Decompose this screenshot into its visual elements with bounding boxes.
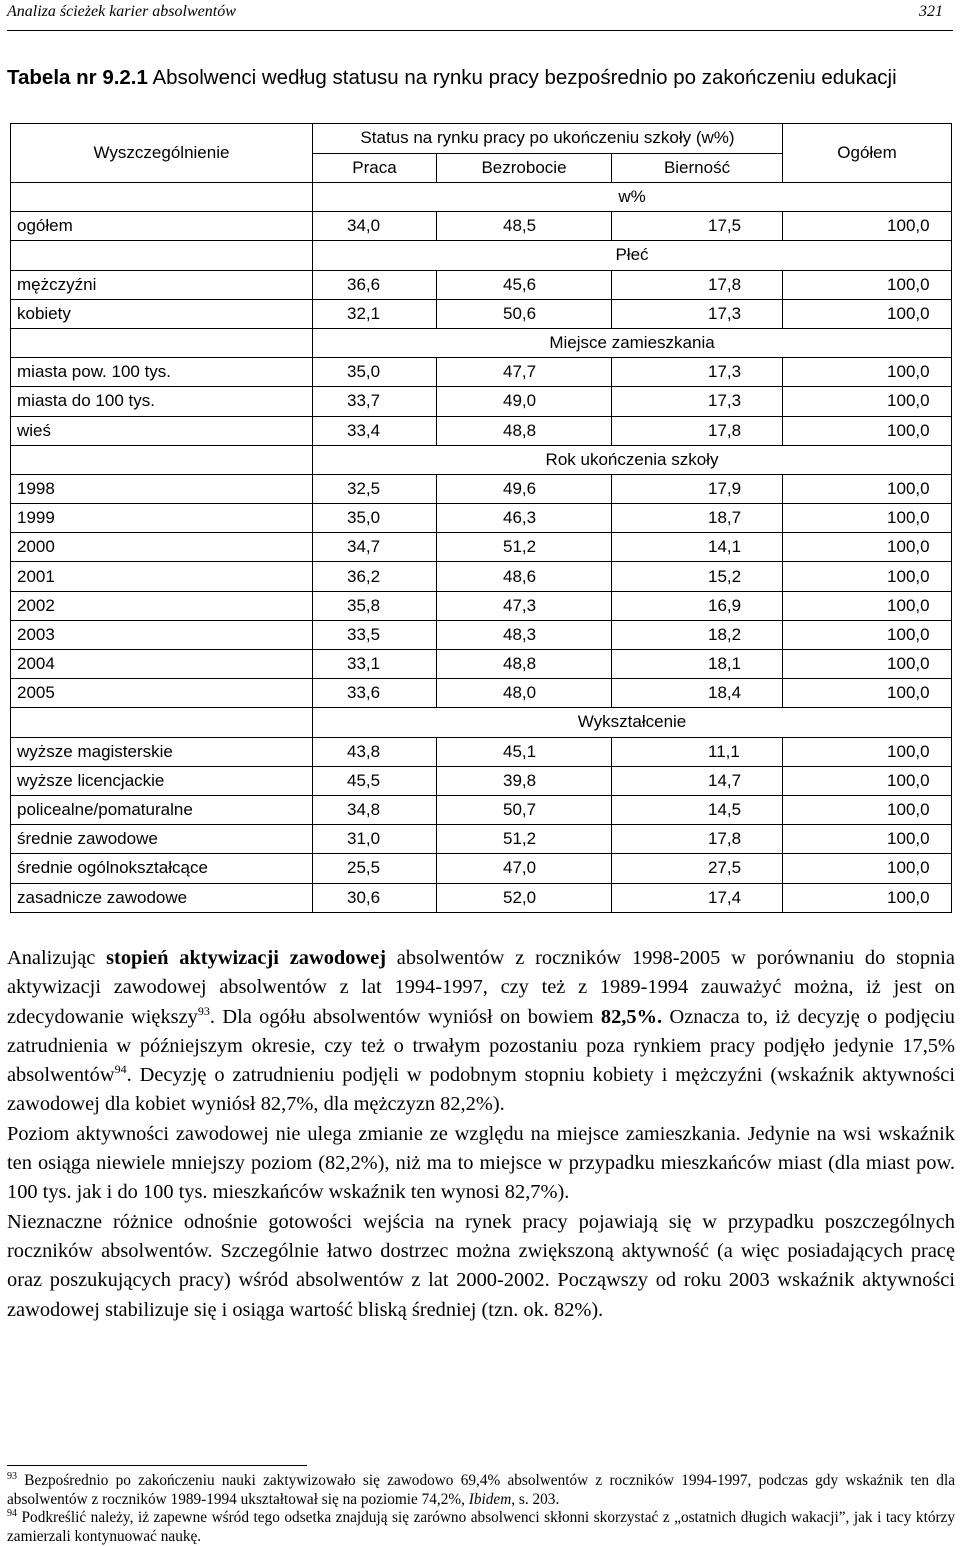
cell-value: 45,6 — [437, 270, 612, 299]
cell-value: 100,0 — [783, 212, 952, 241]
cell-value: 100,0 — [783, 387, 952, 416]
cell-value: 100,0 — [783, 504, 952, 533]
table-row — [11, 795, 952, 824]
cell-value: 36,2 — [313, 562, 437, 591]
cell-value: 43,8 — [313, 737, 437, 766]
row-label: średnie ogólnokształcące — [11, 854, 313, 883]
cell-value: 48,0 — [437, 679, 612, 708]
cell-value: 33,6 — [313, 679, 437, 708]
cell-value: 17,8 — [612, 825, 783, 854]
cell-value: 100,0 — [783, 533, 952, 562]
header-spec: Wyszczególnienie — [11, 124, 313, 183]
footnote-ref-94: 94 — [114, 1062, 127, 1077]
cell-value: 32,1 — [313, 299, 437, 328]
cell-value: 39,8 — [437, 766, 612, 795]
row-label: 2001 — [11, 562, 313, 591]
footnote-94: $^{94}$ Podkreślić należy, iż zapewne wśród tego odsetka znajdują się zarówno absolwenci skłonni skorzystać z „ostatnich długich wakacji”, jak i tacy którzy zamierzali kontynuować naukę. — [7, 1507, 955, 1545]
cell-value: 14,7 — [612, 766, 783, 795]
cell-value: 48,6 — [437, 562, 612, 591]
table-body — [11, 183, 952, 913]
table-row — [11, 883, 952, 912]
cell-value: 32,5 — [313, 474, 437, 503]
cell-value: 100,0 — [783, 795, 952, 824]
section-label-spacer — [11, 328, 313, 357]
cell-value: 17,8 — [612, 416, 783, 445]
section-label-spacer — [11, 241, 313, 270]
row-label: miasta do 100 tys. — [11, 387, 313, 416]
cell-value: 45,5 — [313, 766, 437, 795]
cell-value: 45,1 — [437, 737, 612, 766]
row-label: kobiety — [11, 299, 313, 328]
cell-value: 47,3 — [437, 591, 612, 620]
section-row — [11, 445, 952, 474]
section-title: Rok ukończenia szkoły — [313, 445, 952, 474]
cell-value: 48,8 — [437, 416, 612, 445]
cell-value: 100,0 — [783, 650, 952, 679]
cell-value: 100,0 — [783, 854, 952, 883]
cell-value: 18,1 — [612, 650, 783, 679]
cell-value: 51,2 — [437, 825, 612, 854]
cell-value: 100,0 — [783, 270, 952, 299]
table-row — [11, 591, 952, 620]
cell-value: 46,3 — [437, 504, 612, 533]
table-row — [11, 562, 952, 591]
row-label: 2003 — [11, 620, 313, 649]
unit-row-label — [11, 183, 313, 212]
section-row — [11, 241, 952, 270]
table-row — [11, 358, 952, 387]
header-total: Ogółem — [783, 124, 952, 183]
cell-value: 25,5 — [313, 854, 437, 883]
row-label: wieś — [11, 416, 313, 445]
cell-value: 100,0 — [783, 358, 952, 387]
header-work: Praca — [313, 153, 437, 183]
cell-value: 34,8 — [313, 795, 437, 824]
paragraph-2: Poziom aktywności zawodowej nie ulega zmianie ze względu na miejsce zamieszkania. Jedynie na wsi wskaźnik ten osiąga niewiele mniejszy poziom (82,2%), niż ma to miejsce w przypadku mieszkańców miast (dla miast pow. 100 tys. jak i do 100 tys. mieszkańców wskaźnik ten wynosi 82,7%). — [7, 1122, 955, 1204]
row-label: 1998 — [11, 474, 313, 503]
table-row — [11, 533, 952, 562]
footnote-separator — [7, 1465, 307, 1466]
cell-value: 33,1 — [313, 650, 437, 679]
table-row — [11, 474, 952, 503]
cell-value: 49,6 — [437, 474, 612, 503]
page-number: 321 — [919, 3, 943, 20]
cell-value: 35,0 — [313, 358, 437, 387]
cell-value: 18,4 — [612, 679, 783, 708]
body-text — [7, 944, 955, 1325]
cell-value: 17,5 — [612, 212, 783, 241]
row-label: 2005 — [11, 679, 313, 708]
table-row — [11, 212, 952, 241]
header-title: Analiza ścieżek karier absolwentów — [7, 3, 236, 20]
cell-value: 30,6 — [313, 883, 437, 912]
cell-value: 47,0 — [437, 854, 612, 883]
cell-value: 14,5 — [612, 795, 783, 824]
row-label: wyższe licencjackie — [11, 766, 313, 795]
cell-value: 17,3 — [612, 358, 783, 387]
cell-value: 35,8 — [313, 591, 437, 620]
paragraph-1: Analizując stopień aktywizacji zawodowej absolwentów z roczników 1998-2005 w porównaniu do stopnia aktywizacji zawodowej absolwentów z lat 1994-1997, czy też z 1989-1994 zauważyć można, iż jest on zdecydowanie większy$^{93}$. Dla ogółu absolwentów wyniósł on bowiem 82,5%. Oznacza to, iż decyzję o podjęciu zatrudnienia w późniejszym okresie, czy też o trwałym pozostaniu poza rynkiem pracy podjęło jedynie 17,5% absolwentów$^{94}$. Decyzję o zatrudnieniu podjęli w podobnym stopniu kobiety i mężczyźni (wskaźnik aktywności zawodowej dla kobiet wyniósł 82,7%, dla mężczyzn 82,2%). — [7, 947, 955, 1116]
header-status-group: Status na rynku pracy po ukończeniu szkoły (w%) — [313, 124, 783, 154]
cell-value: 17,9 — [612, 474, 783, 503]
cell-value: 17,4 — [612, 883, 783, 912]
cell-value: 100,0 — [783, 591, 952, 620]
row-label: policealne/pomaturalne — [11, 795, 313, 824]
cell-value: 14,1 — [612, 533, 783, 562]
row-label: 2000 — [11, 533, 313, 562]
cell-value: 48,8 — [437, 650, 612, 679]
footnote-93: $^{93}$ Bezpośrednio po zakończeniu nauki zaktywizowało się zawodowo 69,4% absolwentów z roczników 1994-1997, podczas gdy wskaźnik ten dla absolwentów z roczników 1989-1994 ukształtował się na poziomie 74,2%, Ibidem, s. 203. — [7, 1470, 955, 1508]
cell-value: 15,2 — [612, 562, 783, 591]
cell-value: 100,0 — [783, 883, 952, 912]
section-label-spacer — [11, 708, 313, 737]
cell-value: 100,0 — [783, 416, 952, 445]
table-caption — [7, 64, 955, 91]
cell-value: 52,0 — [437, 883, 612, 912]
row-label: 1999 — [11, 504, 313, 533]
section-label-spacer — [11, 445, 313, 474]
cell-value: 50,7 — [437, 795, 612, 824]
table-row — [11, 766, 952, 795]
table-title: Absolwenci według statusu na rynku pracy bezpośrednio po zakończeniu edukacji — [147, 66, 897, 89]
cell-value: 51,2 — [437, 533, 612, 562]
footnotes — [7, 1472, 955, 1546]
cell-value: 18,7 — [612, 504, 783, 533]
section-title: Miejsce zamieszkania — [313, 328, 952, 357]
table-row — [11, 270, 952, 299]
section-row — [11, 328, 952, 357]
table-row — [11, 299, 952, 328]
cell-value: 100,0 — [783, 825, 952, 854]
cell-value: 100,0 — [783, 737, 952, 766]
row-label: ogółem — [11, 212, 313, 241]
cell-value: 100,0 — [783, 766, 952, 795]
cell-value: 100,0 — [783, 679, 952, 708]
running-header — [7, 0, 953, 31]
row-label: miasta pow. 100 tys. — [11, 358, 313, 387]
cell-value: 47,7 — [437, 358, 612, 387]
table-label: Tabela nr 9.2.1 — [7, 66, 148, 89]
paragraph-3: Nieznaczne różnice odnośnie gotowości wejścia na rynek pracy pojawiają się w przypadku poszczególnych roczników absolwentów. Szczególnie łatwo dostrzec można zwiększoną aktywność (a więc posiadających pracę oraz poszukujących pracy) wśród absolwentów z lat 2000-2002. Począwszy od roku 2003 wskaźnik aktywności zawodowej stabilizuje się i osiąga wartość bliską średniej (tzn. ok. 82%). — [7, 1210, 955, 1321]
table-row — [11, 504, 952, 533]
cell-value: 17,3 — [612, 387, 783, 416]
table-row — [11, 387, 952, 416]
cell-value: 11,1 — [612, 737, 783, 766]
table-row — [11, 679, 952, 708]
cell-value: 31,0 — [313, 825, 437, 854]
table-row — [11, 825, 952, 854]
table-row — [11, 737, 952, 766]
row-label: średnie zawodowe — [11, 825, 313, 854]
cell-value: 100,0 — [783, 474, 952, 503]
table-row — [11, 650, 952, 679]
row-label: wyższe magisterskie — [11, 737, 313, 766]
section-row — [11, 708, 952, 737]
row-label: mężczyźni — [11, 270, 313, 299]
cell-value: 35,0 — [313, 504, 437, 533]
cell-value: 34,7 — [313, 533, 437, 562]
header-inactive: Bierność — [612, 153, 783, 183]
cell-value: 48,3 — [437, 620, 612, 649]
cell-value: 16,9 — [612, 591, 783, 620]
status-table — [10, 123, 952, 913]
section-title: Wykształcenie — [313, 708, 952, 737]
cell-value: 48,5 — [437, 212, 612, 241]
table-row — [11, 620, 952, 649]
cell-value: 33,5 — [313, 620, 437, 649]
row-label: zasadnicze zawodowe — [11, 883, 313, 912]
row-label: 2004 — [11, 650, 313, 679]
cell-value: 33,4 — [313, 416, 437, 445]
cell-value: 27,5 — [612, 854, 783, 883]
cell-value: 17,8 — [612, 270, 783, 299]
header-unemployed: Bezrobocie — [437, 153, 612, 183]
footnote-ref-93: 93 — [197, 1003, 210, 1018]
cell-value: 100,0 — [783, 562, 952, 591]
cell-value: 34,0 — [313, 212, 437, 241]
cell-value: 100,0 — [783, 620, 952, 649]
cell-value: 33,7 — [313, 387, 437, 416]
row-label: 2002 — [11, 591, 313, 620]
unit-row: w% — [313, 183, 952, 212]
cell-value: 17,3 — [612, 299, 783, 328]
table-row — [11, 416, 952, 445]
table-row — [11, 854, 952, 883]
cell-value: 18,2 — [612, 620, 783, 649]
cell-value: 100,0 — [783, 299, 952, 328]
cell-value: 49,0 — [437, 387, 612, 416]
section-title: Płeć — [313, 241, 952, 270]
cell-value: 50,6 — [437, 299, 612, 328]
cell-value: 36,6 — [313, 270, 437, 299]
